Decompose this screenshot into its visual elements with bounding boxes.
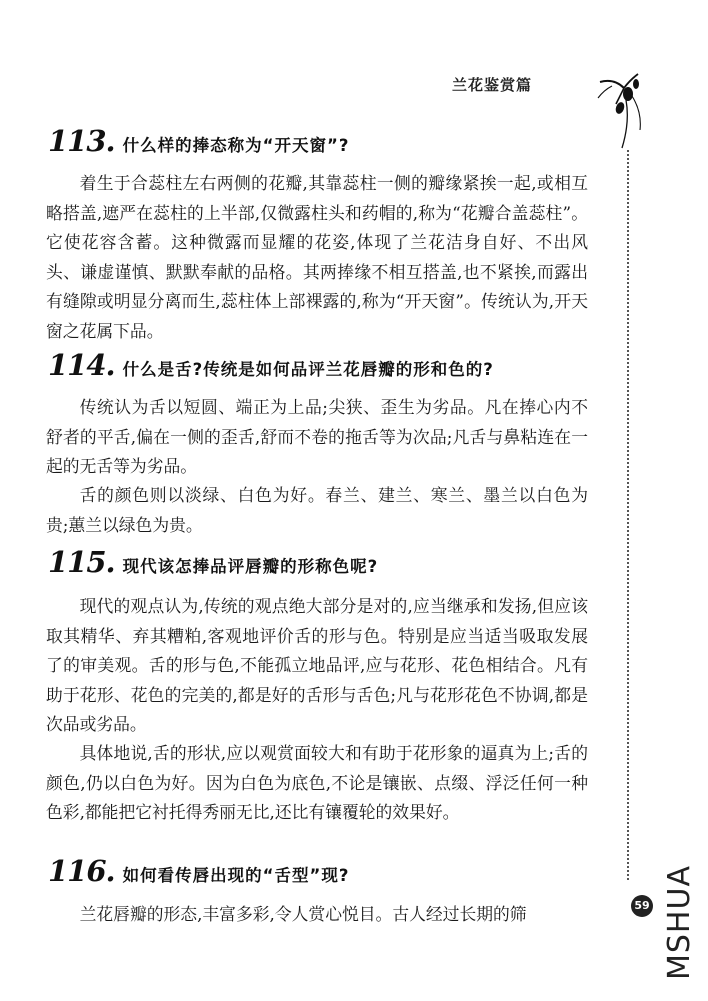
question-title: 现代该怎捧品评唇瓣的形称色呢? [122, 557, 379, 576]
question-heading-114 [48, 348, 618, 388]
question-number: 113. [48, 124, 115, 158]
paragraph: 现代的观点认为,传统的观点绝大部分是对的,应当继承和发扬,但应该取其精华、弃其糟粕,客观地评价舌的形与色。特别是应当适当吸取发展了的审美观。舌的形与色,不能孤立地品评,应与花形、花色相结合。凡有助于花形、花色的完美的,都是好的舌形与舌色;凡与花形花色不协调,都是次品或劣品。 [46, 596, 588, 734]
paragraph: 舌的颜色则以淡绿、白色为好。春兰、建兰、寒兰、墨兰以白色为贵;蕙兰以绿色为贵。 [46, 485, 588, 535]
page-number: 59 [631, 895, 653, 917]
watermark: MSHUA [662, 865, 697, 980]
question-number: 114. [48, 348, 115, 382]
margin-dotted-rule [627, 150, 629, 880]
paragraph: 具体地说,舌的形状,应以观赏面较大和有助于花形象的逼真为上;舌的颜色,仍以白色为好。因为白色为底色,不论是镶嵌、点缀、浮泛任何一种色彩,都能把它衬托得秀丽无比,还比有镶覆轮的效果好。 [46, 743, 588, 822]
paragraph: 传统认为舌以短圆、端正为上品;尖狭、歪生为劣品。凡在捧心内不舒者的平舌,偏在一侧的歪舌,舒而不卷的拖舌等为次品;凡舌与鼻粘连在一起的无舌等为劣品。 [46, 397, 588, 476]
question-title: 什么样的捧态称为“开天窗”? [122, 136, 350, 155]
paragraph: 兰花唇瓣的形态,丰富多彩,令人赏心悦目。古人经过长期的筛 [79, 904, 527, 924]
question-heading-113 [48, 124, 618, 164]
question-number: 116. [48, 854, 115, 888]
question-heading-116 [48, 854, 618, 894]
running-header: 兰花鉴赏篇 [452, 76, 533, 94]
question-title: 什么是舌?传统是如何品评兰花唇瓣的形和色的? [122, 360, 494, 379]
question-heading-115 [48, 545, 618, 585]
question-number: 115. [48, 545, 115, 579]
paragraph: 着生于合蕊柱左右两侧的花瓣,其靠蕊柱一侧的瓣缘紧挨一起,或相互略搭盖,遮严在蕊柱的上半部,仅微露柱头和药帽的,称为“花瓣合盖蕊柱”。它使花容含蓄。这种微露而显耀的花姿,体现了兰花洁身自好、不出风头、谦虚谨慎、默默奉献的品格。其两捧缘不相互搭盖,也不紧挨,而露出有缝隙或明显分离而生,蕊柱体上部裸露的,称为“开天窗”。传统认为,开天窗之花属下品。 [46, 173, 588, 341]
question-title: 如何看传唇出现的“舌型”现? [122, 866, 350, 885]
